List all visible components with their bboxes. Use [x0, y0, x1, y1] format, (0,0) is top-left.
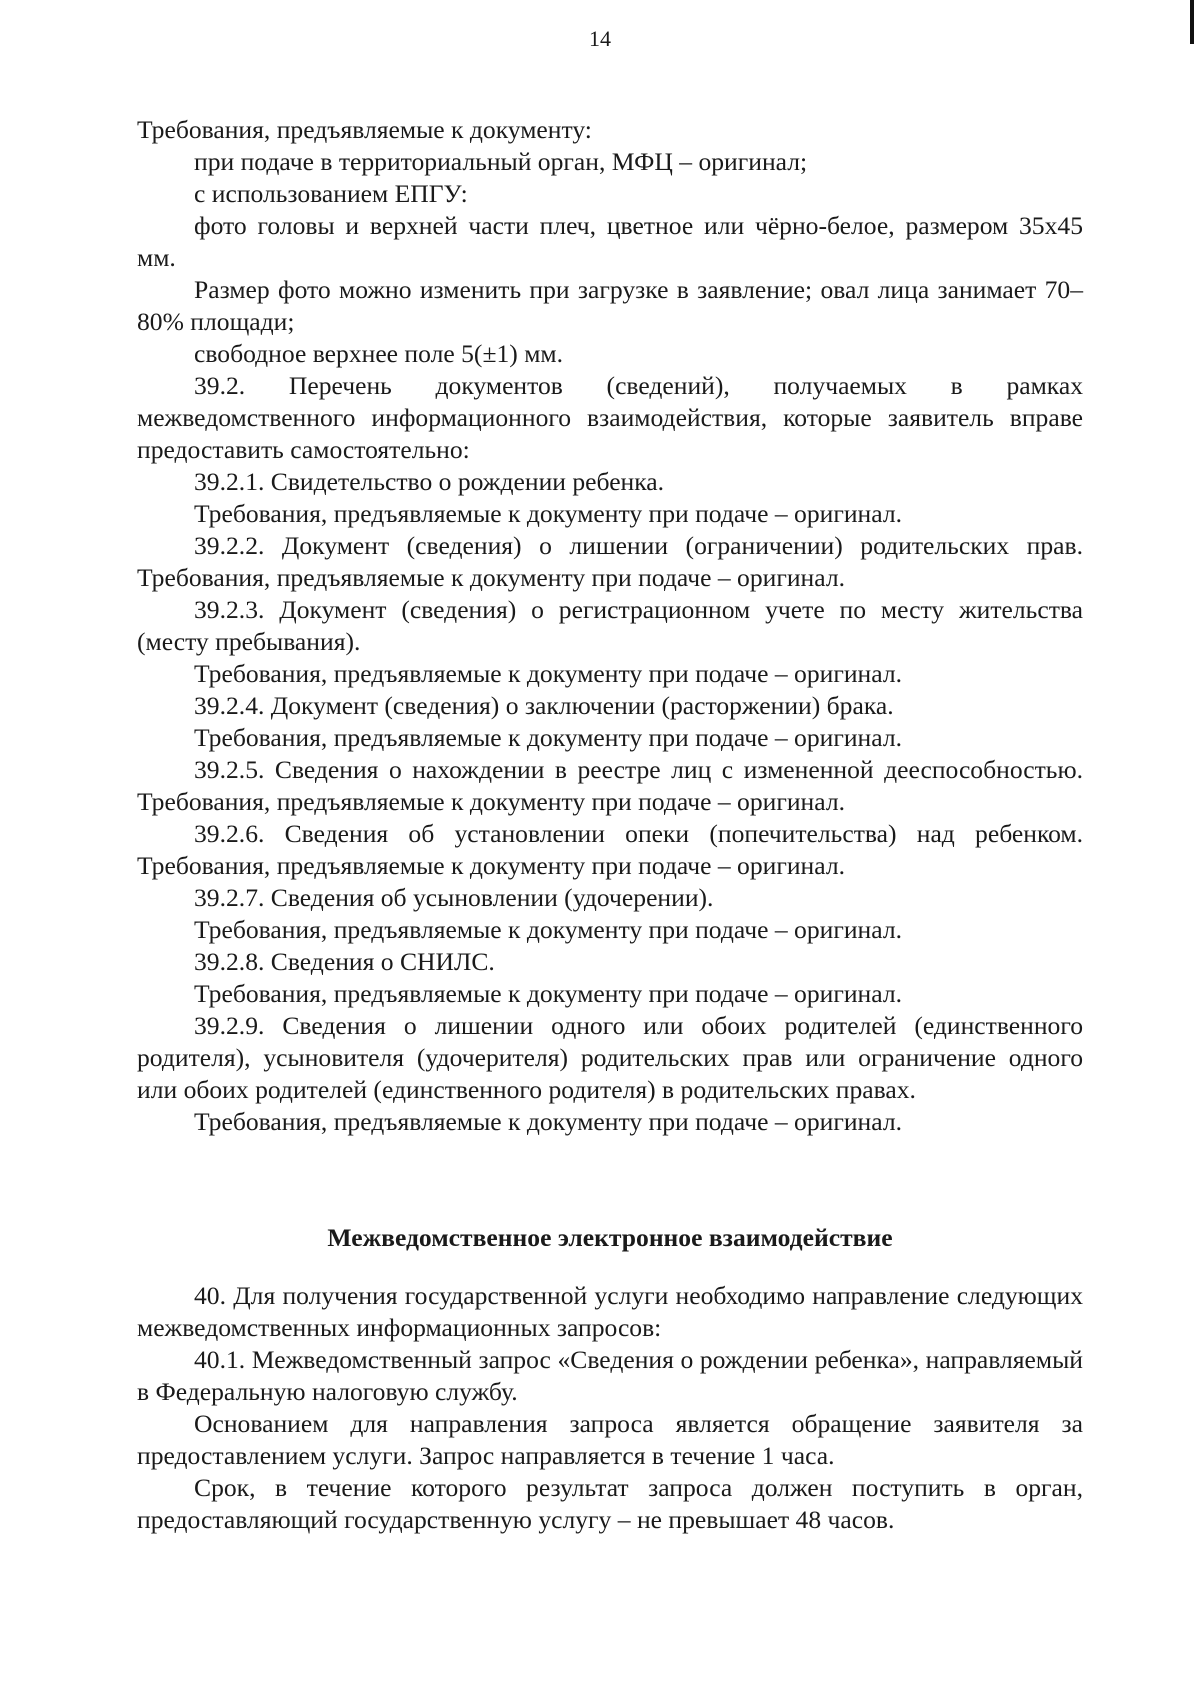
paragraph: 39.2.7. Сведения об усыновлении (удочерении). — [194, 883, 714, 912]
paragraph: Требования, предъявляемые к документу: — [137, 115, 592, 144]
paragraph: 39.2.5. Сведения о нахождении в реестре лиц с измененной дееспособностью. Требования, предъявляемые к документу при подаче – оригинал. — [137, 755, 1083, 816]
paragraph: Срок, в течение которого результат запроса должен поступить в орган, предоставляющий государственную услугу – не превышает 48 часов. — [137, 1473, 1083, 1534]
paragraphs-before-heading — [137, 114, 1083, 1138]
paragraph: Требования, предъявляемые к документу при подаче – оригинал. — [194, 659, 902, 688]
paragraph: 39.2.4. Документ (сведения) о заключении (расторжении) брака. — [194, 691, 894, 720]
paragraphs-after-heading — [137, 1280, 1083, 1536]
paragraph: 39.2. Перечень документов (сведений), получаемых в рамках межведомственного информационного взаимодействия, которые заявитель вправе предоставить самостоятельно: — [137, 371, 1083, 464]
paragraph: 40. Для получения государственной услуги необходимо направление следующих межведомственных информационных запросов: — [137, 1281, 1083, 1342]
paragraph: 39.2.2. Документ (сведения) о лишении (ограничении) родительских прав. Требования, предъявляемые к документу при подаче – оригинал. — [137, 531, 1083, 592]
paragraph: 39.2.1. Свидетельство о рождении ребенка. — [194, 467, 665, 496]
paragraph: 39.2.8. Сведения о СНИЛС. — [194, 947, 495, 976]
paragraph: Требования, предъявляемые к документу при подаче – оригинал. — [194, 915, 902, 944]
paragraph: с использованием ЕПГУ: — [194, 179, 468, 208]
paragraph: Требования, предъявляемые к документу при подаче – оригинал. — [194, 1107, 902, 1136]
paragraph: Требования, предъявляемые к документу при подаче – оригинал. — [194, 723, 902, 752]
section-heading: Межведомственное электронное взаимодействие — [327, 1223, 893, 1252]
paragraph: 39.2.3. Документ (сведения) о регистрационном учете по месту жительства (месту пребывания). — [137, 595, 1083, 656]
paragraph: Требования, предъявляемые к документу при подаче – оригинал. — [194, 499, 902, 528]
paragraph: 39.2.9. Сведения о лишении одного или обоих родителей (единственного родителя), усыновителя (удочерителя) родительских прав или ограничение одного или обоих родителей (единственного родителя) в родительских правах. — [137, 1011, 1083, 1104]
document-body — [137, 114, 1083, 1536]
paragraph: 40.1. Межведомственный запрос «Сведения о рождении ребенка», направляемый в Федеральную налоговую службу. — [137, 1345, 1083, 1406]
page-number: 14 — [589, 26, 611, 51]
paragraph: 39.2.6. Сведения об установлении опеки (попечительства) над ребенком. Требования, предъявляемые к документу при подаче – оригинал. — [137, 819, 1083, 880]
paragraph: Основанием для направления запроса является обращение заявителя за предоставлением услуги. Запрос направляется в течение 1 часа. — [137, 1409, 1083, 1470]
paragraph: Размер фото можно изменить при загрузке в заявление; овал лица занимает 70–80% площади; — [137, 275, 1083, 336]
paragraph: фото головы и верхней части плеч, цветное или чёрно-белое, размером 35x45 мм. — [137, 211, 1083, 272]
paragraph: свободное верхнее поле 5(±1) мм. — [194, 339, 563, 368]
paragraph: при подаче в территориальный орган, МФЦ – оригинал; — [194, 147, 808, 176]
paragraph: Требования, предъявляемые к документу при подаче – оригинал. — [194, 979, 902, 1008]
